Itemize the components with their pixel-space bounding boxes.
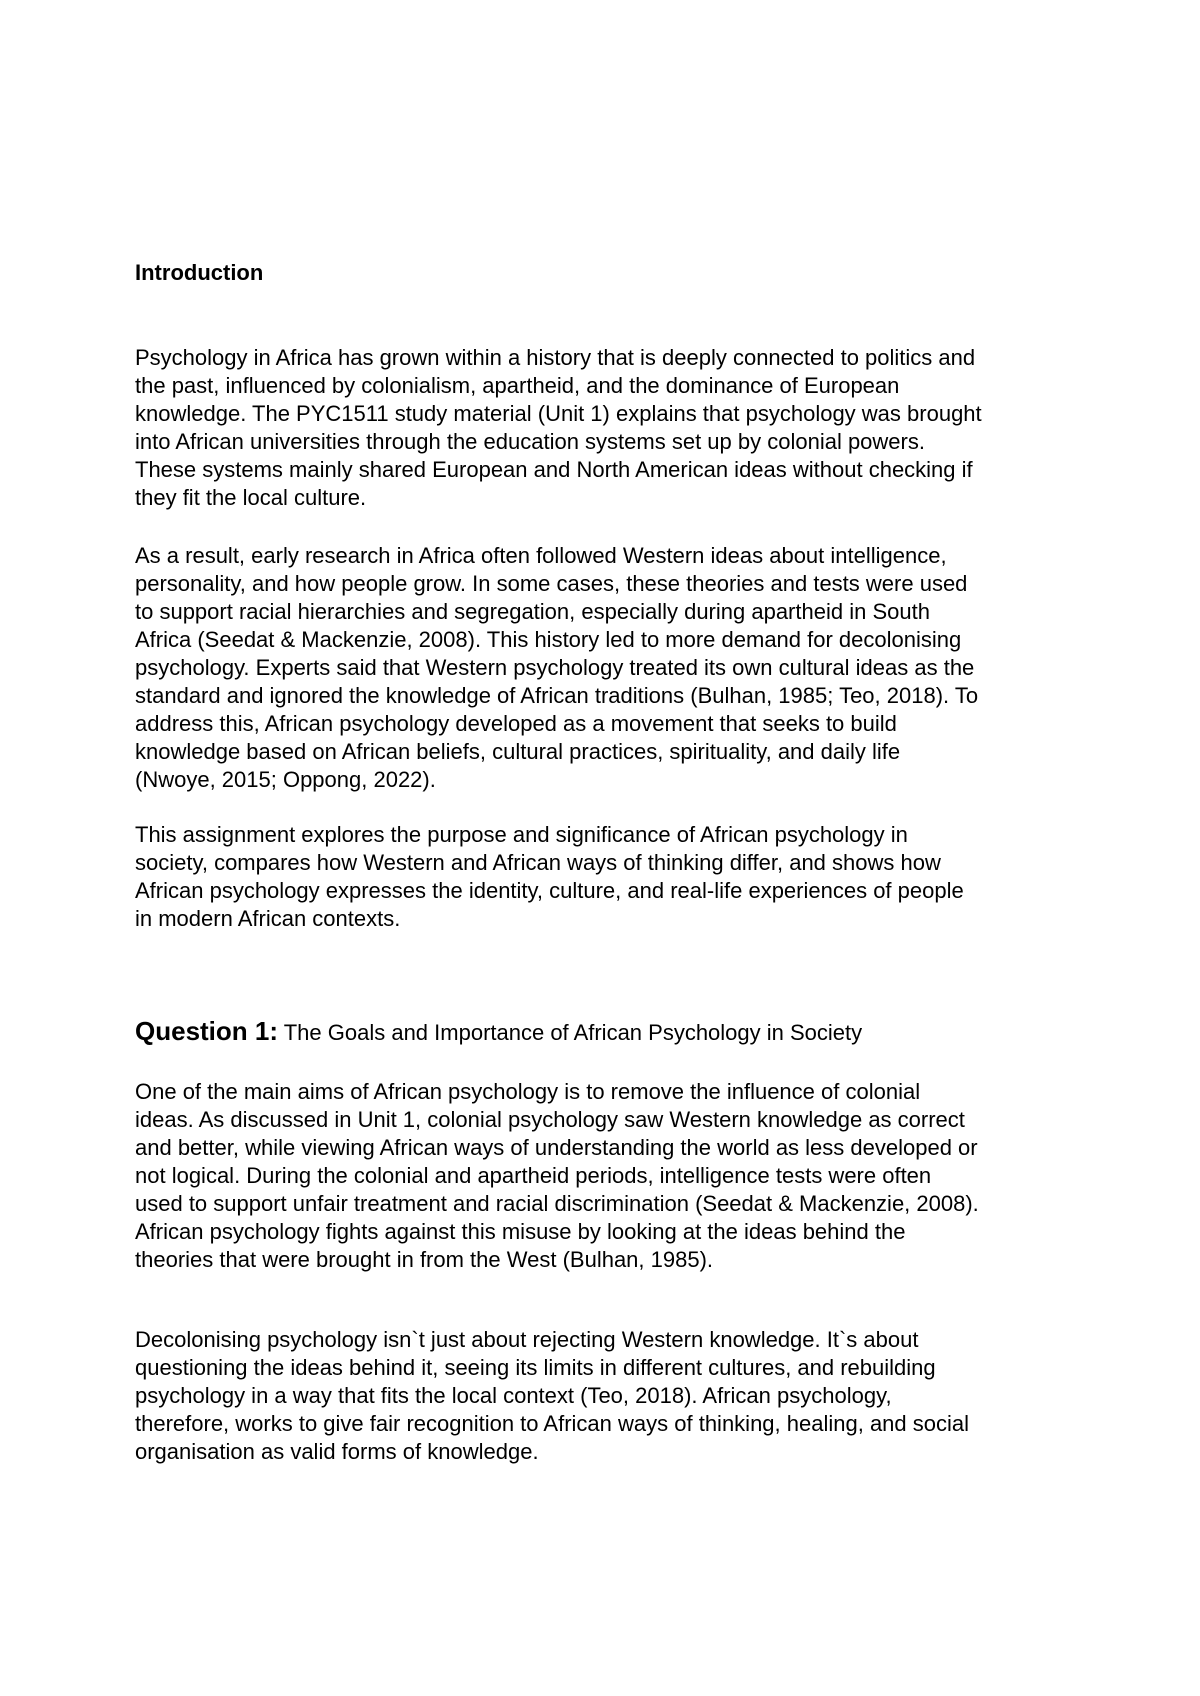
intro-paragraph-1: Psychology in Africa has grown within a history that is deeply connected to politics and the past, influenced by colonialism, apartheid, and the dominance of European knowledge. The PYC1511 study material (Unit 1) explains that psychology was brought into African universities through the education systems set up by colonial powers. These systems mainly shared European and North American ideas without checking if they fit the local culture. <box>135 345 982 510</box>
question-1-heading <box>135 1015 1095 1049</box>
intro-paragraph-3: This assignment explores the purpose and significance of African psychology in society, compares how Western and African ways of thinking differ, and shows how African psychology expresses the identity, culture, and real-life experiences of people in modern African contexts. <box>135 822 964 931</box>
intro-heading: Introduction <box>135 260 264 285</box>
intro-paragraph-2: As a result, early research in Africa often followed Western ideas about intelligence, personality, and how people grow. In some cases, these theories and tests were used to support racial hierarchies and segregation, especially during apartheid in South Africa (Seedat & Mackenzie, 2008). This history led to more demand for decolonising psychology. Experts said that Western psychology treated its own cultural ideas as the standard and ignored the knowledge of African traditions (Bulhan, 1985; Teo, 2018). To address this, African psychology developed as a movement that seeks to build knowledge based on African beliefs, cultural practices, spirituality, and daily life (Nwoye, 2015; Oppong, 2022). <box>135 543 979 792</box>
question-1-paragraph-1: One of the main aims of African psychology is to remove the influence of colonial ideas. As discussed in Unit 1, colonial psychology saw Western knowledge as correct and better, while viewing African ways of understanding the world as less developed or not logical. During the colonial and apartheid periods, intelligence tests were often used to support unfair treatment and racial discrimination (Seedat & Mackenzie, 2008). African psychology fights against this misuse by looking at the ideas behind the theories that were brought in from the West (Bulhan, 1985). <box>135 1079 979 1272</box>
question-1-title: The Goals and Importance of African Psychology in Society <box>278 1020 863 1045</box>
question-1-paragraph-2: Decolonising psychology isn`t just about rejecting Western knowledge. It`s about questioning the ideas behind it, seeing its limits in different cultures, and rebuilding psychology in a way that fits the local context (Teo, 2018). African psychology, therefore, works to give fair recognition to African ways of thinking, healing, and social organisation as valid forms of knowledge. <box>135 1327 970 1464</box>
question-1-label: Question 1: <box>135 1016 279 1046</box>
